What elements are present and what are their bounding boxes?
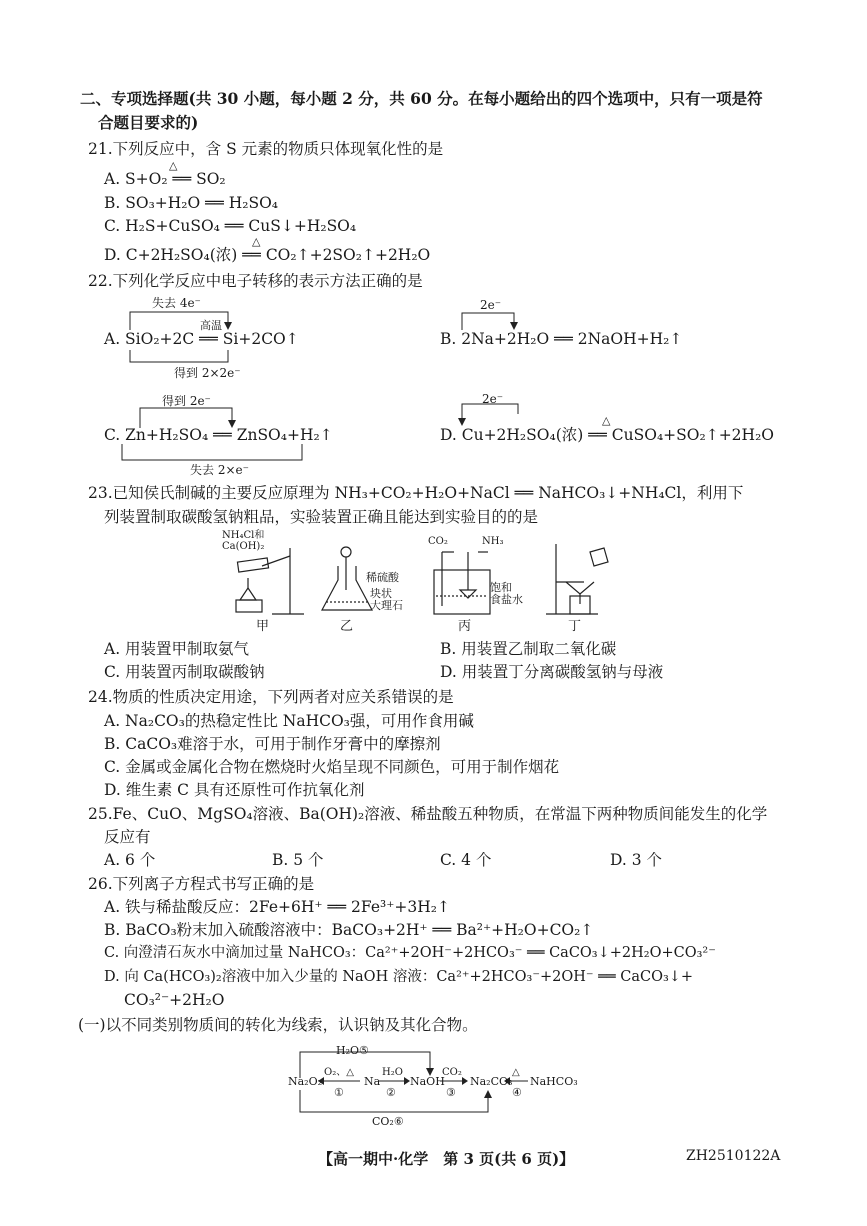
q21-option-b: B. SO₃+H₂O ══ H₂SO₄ xyxy=(104,194,278,212)
q24-option-b: B. CaCO₃难溶于水，可用于制作牙膏中的摩擦剂 xyxy=(104,735,441,753)
q22-d-electron-label: 2e⁻ xyxy=(482,392,504,406)
q23-yi-acid-label: 稀硫酸 xyxy=(366,571,399,584)
q22-c-lose-label: 失去 2×e⁻ xyxy=(190,463,249,477)
arrow1-number: ① xyxy=(334,1086,344,1099)
q22-stem: 22.下列化学反应中电子转移的表示方法正确的是 xyxy=(88,272,423,290)
q24-option-c: C. 金属或金属化合物在燃烧时火焰呈现不同颜色，可用于制作烟花 xyxy=(104,758,560,776)
q26-stem: 26.下列离子方程式书写正确的是 xyxy=(88,875,315,893)
q21-a-condition: △ xyxy=(169,159,178,172)
arrow3-reagent: CO₂ xyxy=(442,1067,462,1078)
q21-stem: 21.下列反应中，含 S 元素的物质只体现氧化性的是 xyxy=(88,140,444,158)
q22-a-condition: 高温 xyxy=(200,319,222,332)
q23-stem-line1: 23.已知侯氏制碱的主要反应原理为 NH₃+CO₂+H₂O+NaCl ══ NaHCO₃↓+NH₄Cl，利用下 xyxy=(88,484,744,502)
q23-bing-solution-label: 饱和 食盐水 xyxy=(490,581,523,606)
q26-option-a: A. 铁与稀盐酸反应：2Fe+6H⁺ ══ 2Fe³⁺+3H₂↑ xyxy=(104,898,450,916)
q21-option-d: D. C+2H₂SO₄(浓) ══ CO₂↑+2SO₂↑+2H₂O xyxy=(104,246,431,264)
node-na2co3: Na₂CO₃ xyxy=(470,1075,513,1088)
arrow4-condition: △ xyxy=(512,1067,520,1078)
node-naoh: NaOH xyxy=(410,1075,445,1088)
arrow1-condition: O₂、△ xyxy=(324,1067,354,1078)
q23-jia-reagent-label: NH₄Cl和 Ca(OH)₂ xyxy=(222,530,265,552)
arrow2-number: ② xyxy=(386,1086,396,1099)
part1-heading: (一)以不同类别物质间的转化为线索，认识钠及其化合物。 xyxy=(78,1016,478,1034)
q25-option-b: B. 5 个 xyxy=(272,851,324,869)
q23-bing-co2-label: CO₂ xyxy=(428,536,448,547)
label-bottom-loop: CO₂⑥ xyxy=(372,1115,404,1128)
page-footer-title: 【高一期中·化学 第 3 页(共 6 页)】 xyxy=(318,1150,575,1168)
q25-option-d: D. 3 个 xyxy=(610,851,663,869)
q22-option-d: D. Cu+2H₂SO₄(浓) ══ CuSO₄+SO₂↑+2H₂O xyxy=(440,426,774,444)
arrow3-number: ③ xyxy=(446,1086,456,1099)
node-nahco3: NaHCO₃ xyxy=(530,1075,578,1088)
q23-option-a: A. 用装置甲制取氨气 xyxy=(104,640,250,658)
q23-caption-yi: 乙 xyxy=(340,619,354,634)
q21-option-c: C. H₂S+CuSO₄ ══ CuS↓+H₂SO₄ xyxy=(104,217,357,235)
q24-stem: 24.物质的性质决定用途，下列两者对应关系错误的是 xyxy=(88,688,454,706)
node-na2o2: Na₂O₂ xyxy=(288,1075,323,1088)
q25-option-c: C. 4 个 xyxy=(440,851,492,869)
q22-d-condition: △ xyxy=(602,414,611,427)
arrow2-reagent: H₂O xyxy=(382,1067,403,1078)
arrow4-number: ④ xyxy=(512,1086,522,1099)
q22-c-gain-label: 得到 2e⁻ xyxy=(162,394,211,408)
q23-stem-line2: 列装置制取碳酸氢钠粗品，实验装置正确且能达到实验目的的是 xyxy=(104,508,539,526)
q22-option-c: C. Zn+H₂SO₄ ══ ZnSO₄+H₂↑ xyxy=(104,426,333,444)
q23-option-d: D. 用装置丁分离碳酸氢钠与母液 xyxy=(440,663,664,681)
q23-yi-solid-label: 块状 大理石 xyxy=(370,587,403,612)
q25-stem-line2: 反应有 xyxy=(104,828,151,846)
q23-option-c: C. 用装置丙制取碳酸钠 xyxy=(104,663,265,681)
q23-caption-jia: 甲 xyxy=(256,619,270,634)
label-top-loop: H₂O⑤ xyxy=(336,1044,369,1057)
q24-option-d: D. 维生素 C 具有还原性可作抗氧化剂 xyxy=(104,781,365,799)
q26-option-b: B. BaCO₃粉末加入硫酸溶液中：BaCO₃+2H⁺ ══ Ba²⁺+H₂O+CO₂↑ xyxy=(104,921,594,939)
q25-option-a: A. 6 个 xyxy=(104,851,156,869)
q24-option-a: A. Na₂CO₃的热稳定性比 NaHCO₃强，可用作食用碱 xyxy=(104,712,474,730)
q22-a-gain-label: 得到 2×2e⁻ xyxy=(174,366,241,380)
q22-b-electron-label: 2e⁻ xyxy=(480,298,502,312)
q21-d-condition: △ xyxy=(252,235,261,248)
q26-option-d-line2: CO₃²⁻+2H₂O xyxy=(124,991,225,1009)
q21-option-a: A. S+O₂ ══ SO₂ xyxy=(104,170,226,188)
q26-option-c: C. 向澄清石灰水中滴加过量 NaHCO₃：Ca²⁺+2OH⁻+2HCO₃⁻ ══ CaCO₃↓+2H₂O+CO₃²⁻ xyxy=(104,945,716,961)
q22-a-lose-label: 失去 4e⁻ xyxy=(152,296,201,310)
q23-bing-nh3-label: NH₃ xyxy=(482,536,504,547)
q23-caption-ding: 丁 xyxy=(568,619,582,634)
page-footer-code: ZH2510122A xyxy=(686,1148,781,1164)
q25-stem-line1: 25.Fe、CuO、MgSO₄溶液、Ba(OH)₂溶液、稀盐酸五种物质，在常温下两种物质间能发生的化学 xyxy=(88,805,768,823)
node-na: Na xyxy=(364,1075,381,1088)
q22-option-b: B. 2Na+2H₂O ══ 2NaOH+H₂↑ xyxy=(440,330,683,348)
q23-option-b: B. 用装置乙制取二氧化碳 xyxy=(440,640,617,658)
section-heading-line1: 二、专项选择题(共 30 小题，每小题 2 分，共 60 分。在每小题给出的四个选项中，只有一项是符 xyxy=(80,89,763,108)
q26-option-d-line1: D. 向 Ca(HCO₃)₂溶液中加入少量的 NaOH 溶液：Ca²⁺+2HCO₃⁻+2OH⁻ ══ CaCO₃↓+ xyxy=(104,969,694,985)
q23-caption-bing: 丙 xyxy=(458,619,472,634)
q22-option-a: A. SiO₂+2C ══ Si+2CO↑ xyxy=(104,330,299,348)
section-heading-line2: 合题目要求的) xyxy=(98,113,199,132)
